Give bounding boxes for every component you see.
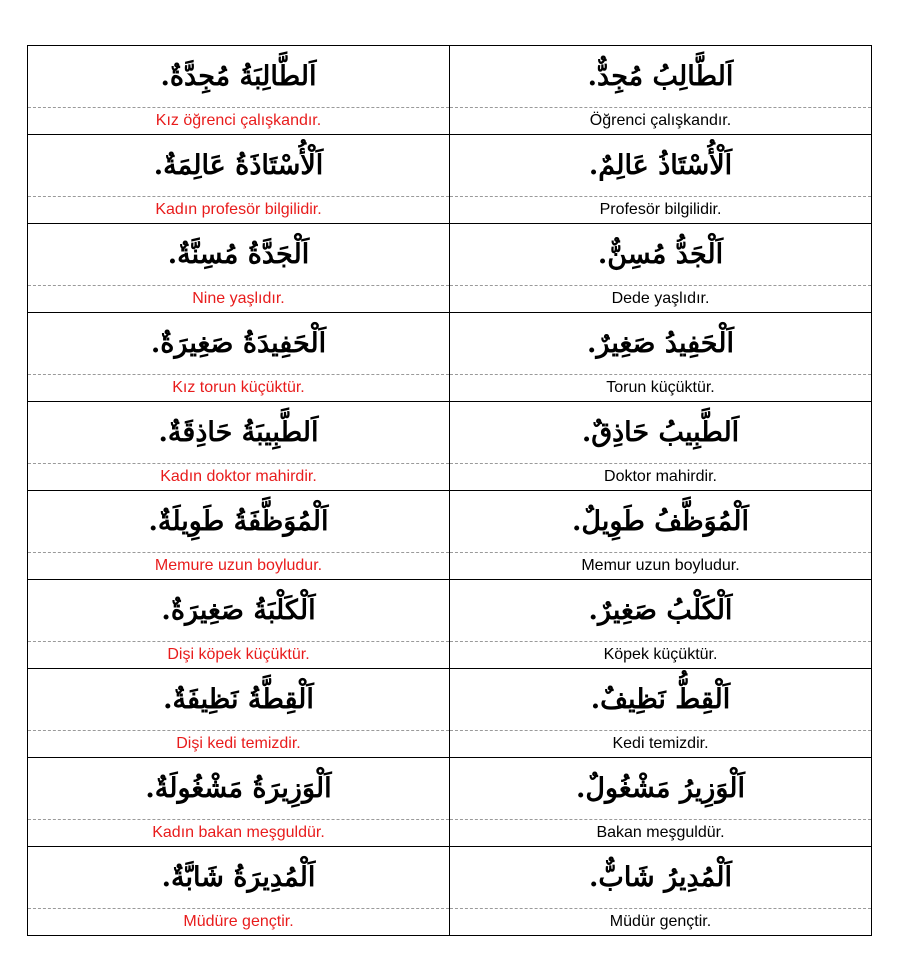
turkish-masculine-translation: Profesör bilgilidir. (450, 197, 872, 224)
translation-row (28, 286, 872, 313)
turkish-masculine-translation: Köpek küçüktür. (450, 642, 872, 669)
translation-row (28, 642, 872, 669)
arabic-feminine-sentence: اَلْأُسْتَاذَةُ عَالِمَةٌ. (28, 135, 450, 197)
arabic-feminine-sentence: اَلطَّالِبَةُ مُجِدَّةٌ. (28, 46, 450, 108)
translation-row (28, 197, 872, 224)
arabic-masculine-sentence: اَلْأُسْتَاذُ عَالِمٌ. (450, 135, 872, 197)
arabic-feminine-sentence: اَلْمُدِيرَةُ شَابَّةٌ. (28, 847, 450, 909)
arabic-feminine-sentence: اَلْقِطَّةُ نَظِيفَةٌ. (28, 669, 450, 731)
turkish-masculine-translation: Bakan meşguldür. (450, 820, 872, 847)
turkish-masculine-translation: Torun küçüktür. (450, 375, 872, 402)
turkish-feminine-translation: Kız öğrenci çalışkandır. (28, 108, 450, 135)
arabic-feminine-sentence: اَلْمُوَظَّفَةُ طَوِيلَةٌ. (28, 491, 450, 553)
arabic-sentence-row (28, 847, 872, 909)
arabic-feminine-sentence: اَلطَّبِيبَةُ حَاذِقَةٌ. (28, 402, 450, 464)
vocabulary-table-body (28, 46, 872, 936)
turkish-feminine-translation: Kadın profesör bilgilidir. (28, 197, 450, 224)
turkish-masculine-translation: Memur uzun boyludur. (450, 553, 872, 580)
arabic-sentence-row (28, 46, 872, 108)
arabic-sentence-row (28, 224, 872, 286)
turkish-masculine-translation: Doktor mahirdir. (450, 464, 872, 491)
translation-row (28, 731, 872, 758)
arabic-sentence-row (28, 491, 872, 553)
arabic-masculine-sentence: اَلطَّبِيبُ حَاذِقٌ. (450, 402, 872, 464)
turkish-feminine-translation: Kadın bakan meşguldür. (28, 820, 450, 847)
vocabulary-table (27, 45, 872, 936)
arabic-masculine-sentence: اَلْمُوَظَّفُ طَوِيلٌ. (450, 491, 872, 553)
turkish-feminine-translation: Müdüre gençtir. (28, 909, 450, 936)
arabic-sentence-row (28, 402, 872, 464)
arabic-sentence-row (28, 669, 872, 731)
turkish-feminine-translation: Dişi köpek küçüktür. (28, 642, 450, 669)
turkish-feminine-translation: Memure uzun boyludur. (28, 553, 450, 580)
arabic-sentence-row (28, 758, 872, 820)
translation-row (28, 464, 872, 491)
arabic-masculine-sentence: اَلْمُدِيرُ شَابٌّ. (450, 847, 872, 909)
translation-row (28, 553, 872, 580)
translation-row (28, 909, 872, 936)
arabic-masculine-sentence: اَلْجَدُّ مُسِنٌّ. (450, 224, 872, 286)
arabic-masculine-sentence: اَلْوَزِيرُ مَشْغُولٌ. (450, 758, 872, 820)
turkish-feminine-translation: Dişi kedi temizdir. (28, 731, 450, 758)
turkish-masculine-translation: Kedi temizdir. (450, 731, 872, 758)
turkish-feminine-translation: Nine yaşlıdır. (28, 286, 450, 313)
arabic-sentence-row (28, 580, 872, 642)
turkish-feminine-translation: Kadın doktor mahirdir. (28, 464, 450, 491)
arabic-masculine-sentence: اَلْكَلْبُ صَغِيرٌ. (450, 580, 872, 642)
arabic-masculine-sentence: اَلطَّالِبُ مُجِدٌّ. (450, 46, 872, 108)
arabic-masculine-sentence: اَلْحَفِيدُ صَغِيرٌ. (450, 313, 872, 375)
turkish-masculine-translation: Müdür gençtir. (450, 909, 872, 936)
translation-row (28, 108, 872, 135)
arabic-feminine-sentence: اَلْجَدَّةُ مُسِنَّةٌ. (28, 224, 450, 286)
arabic-masculine-sentence: اَلْقِطُّ نَظِيفٌ. (450, 669, 872, 731)
arabic-feminine-sentence: اَلْحَفِيدَةُ صَغِيرَةٌ. (28, 313, 450, 375)
turkish-masculine-translation: Dede yaşlıdır. (450, 286, 872, 313)
arabic-sentence-row (28, 135, 872, 197)
turkish-masculine-translation: Öğrenci çalışkandır. (450, 108, 872, 135)
arabic-feminine-sentence: اَلْوَزِيرَةُ مَشْغُولَةٌ. (28, 758, 450, 820)
translation-row (28, 375, 872, 402)
translation-row (28, 820, 872, 847)
arabic-feminine-sentence: اَلْكَلْبَةُ صَغِيرَةٌ. (28, 580, 450, 642)
arabic-sentence-row (28, 313, 872, 375)
turkish-feminine-translation: Kız torun küçüktür. (28, 375, 450, 402)
